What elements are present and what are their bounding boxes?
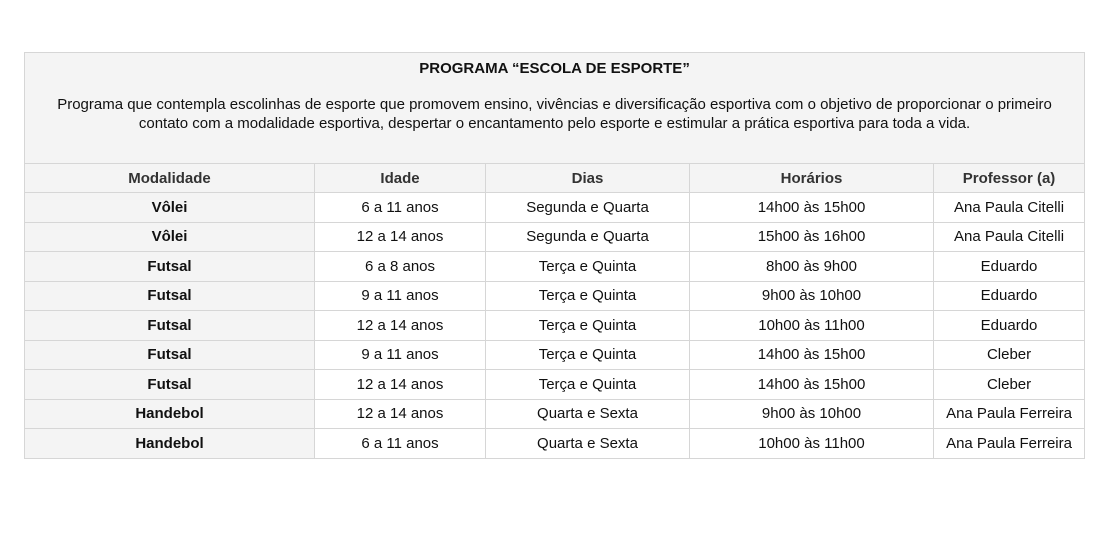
table-row [25,193,1085,223]
program-title: PROGRAMA “ESCOLA DE ESPORTE” [419,59,690,77]
column-header-row [25,164,1085,193]
idade-cell: 9 a 11 anos [315,340,486,370]
dias-cell: Quarta e Sexta [486,429,690,459]
program-header [25,53,1085,164]
professor-cell: Ana Paula Ferreira [934,429,1085,459]
horarios-cell: 15h00 às 16h00 [690,222,934,252]
dias-cell: Segunda e Quarta [486,222,690,252]
dias-cell: Terça e Quinta [486,370,690,400]
horarios-cell: 10h00 às 11h00 [690,311,934,341]
idade-cell: 6 a 11 anos [315,193,486,223]
idade-cell: 12 a 14 anos [315,370,486,400]
dias-cell: Segunda e Quarta [486,193,690,223]
modalidade-cell: Vôlei [25,193,315,223]
table-row [25,252,1085,282]
column-header-professor: Professor (a) [934,164,1085,193]
column-header-dias: Dias [486,164,690,193]
horarios-cell: 9h00 às 10h00 [690,399,934,429]
horarios-cell: 10h00 às 11h00 [690,429,934,459]
table-row [25,340,1085,370]
modalidade-cell: Futsal [25,340,315,370]
professor-cell: Ana Paula Citelli [934,222,1085,252]
dias-cell: Quarta e Sexta [486,399,690,429]
modalidade-cell: Futsal [25,311,315,341]
table-row [25,222,1085,252]
professor-cell: Cleber [934,340,1085,370]
idade-cell: 6 a 8 anos [315,252,486,282]
table-row [25,311,1085,341]
idade-cell: 9 a 11 anos [315,281,486,311]
table-row [25,370,1085,400]
column-header-modalidade: Modalidade [25,164,315,193]
column-header-idade: Idade [315,164,486,193]
dias-cell: Terça e Quinta [486,340,690,370]
column-header-horarios: Horários [690,164,934,193]
professor-cell: Eduardo [934,252,1085,282]
horarios-cell: 9h00 às 10h00 [690,281,934,311]
table-row [25,399,1085,429]
professor-cell: Eduardo [934,311,1085,341]
idade-cell: 12 a 14 anos [315,399,486,429]
idade-cell: 12 a 14 anos [315,222,486,252]
table-row [25,281,1085,311]
program-schedule-table [24,52,1085,459]
modalidade-cell: Futsal [25,281,315,311]
professor-cell: Ana Paula Ferreira [934,399,1085,429]
modalidade-cell: Futsal [25,370,315,400]
dias-cell: Terça e Quinta [486,311,690,341]
dias-cell: Terça e Quinta [486,252,690,282]
horarios-cell: 14h00 às 15h00 [690,193,934,223]
horarios-cell: 8h00 às 9h00 [690,252,934,282]
modalidade-cell: Vôlei [25,222,315,252]
horarios-cell: 14h00 às 15h00 [690,370,934,400]
program-description: Programa que contempla escolinhas de esporte que promovem ensino, vivências e diversificação esportiva com o objetivo de proporcionar o primeiro contato com a modalidade esportiva, despertar o encantamento pelo esporte e estimular a prática esportiva para toda a vida. [57,95,1052,132]
table-row [25,429,1085,459]
idade-cell: 6 a 11 anos [315,429,486,459]
dias-cell: Terça e Quinta [486,281,690,311]
modalidade-cell: Handebol [25,429,315,459]
program-header-row [25,53,1085,164]
modalidade-cell: Handebol [25,399,315,429]
professor-cell: Ana Paula Citelli [934,193,1085,223]
horarios-cell: 14h00 às 15h00 [690,340,934,370]
professor-cell: Eduardo [934,281,1085,311]
modalidade-cell: Futsal [25,252,315,282]
professor-cell: Cleber [934,370,1085,400]
idade-cell: 12 a 14 anos [315,311,486,341]
